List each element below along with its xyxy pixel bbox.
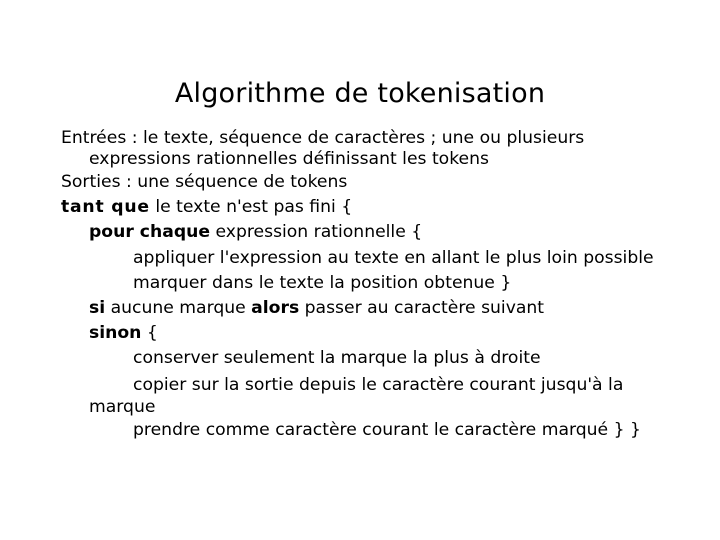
if-keyword: si — [89, 298, 106, 319]
inputs-line-continued: expressions rationnelles définissant les tokens — [89, 149, 489, 169]
take-line: prendre comme caractère courant le caractère marqué } } — [133, 419, 641, 440]
inputs-line: Entrées : le texte, séquence de caractères ; une ou plusieurs — [61, 128, 585, 148]
foreach-line — [61, 220, 701, 245]
foreach-target: expression rationnelle { — [210, 222, 423, 243]
foreach-keyword: pour chaque — [89, 222, 211, 243]
if-line — [61, 296, 701, 321]
slide-title: Algorithme de tokenisation — [174, 78, 546, 109]
algorithm-text — [61, 128, 701, 443]
mark-line: marquer dans le texte la position obtenue } — [133, 272, 512, 293]
else-brace: { — [141, 323, 158, 344]
outputs-line: Sorties : une séquence de tokens — [61, 172, 348, 192]
copy-line-continued: marque — [89, 396, 156, 417]
else-keyword: sinon — [89, 323, 142, 344]
else-line — [61, 321, 701, 346]
while-keyword: tant que — [61, 197, 150, 218]
if-action: passer au caractère suivant — [299, 298, 545, 319]
keep-line: conserver seulement la marque la plus à droite — [133, 348, 541, 369]
then-keyword: alors — [251, 298, 300, 319]
apply-line: appliquer l'expression au texte en allant le plus loin possible — [133, 247, 654, 268]
copy-line: copier sur la sortie depuis le caractère courant jusqu'à la — [133, 374, 624, 395]
while-condition: le texte n'est pas fini { — [149, 197, 353, 218]
while-line — [61, 195, 701, 220]
if-condition: aucune marque — [105, 298, 252, 319]
